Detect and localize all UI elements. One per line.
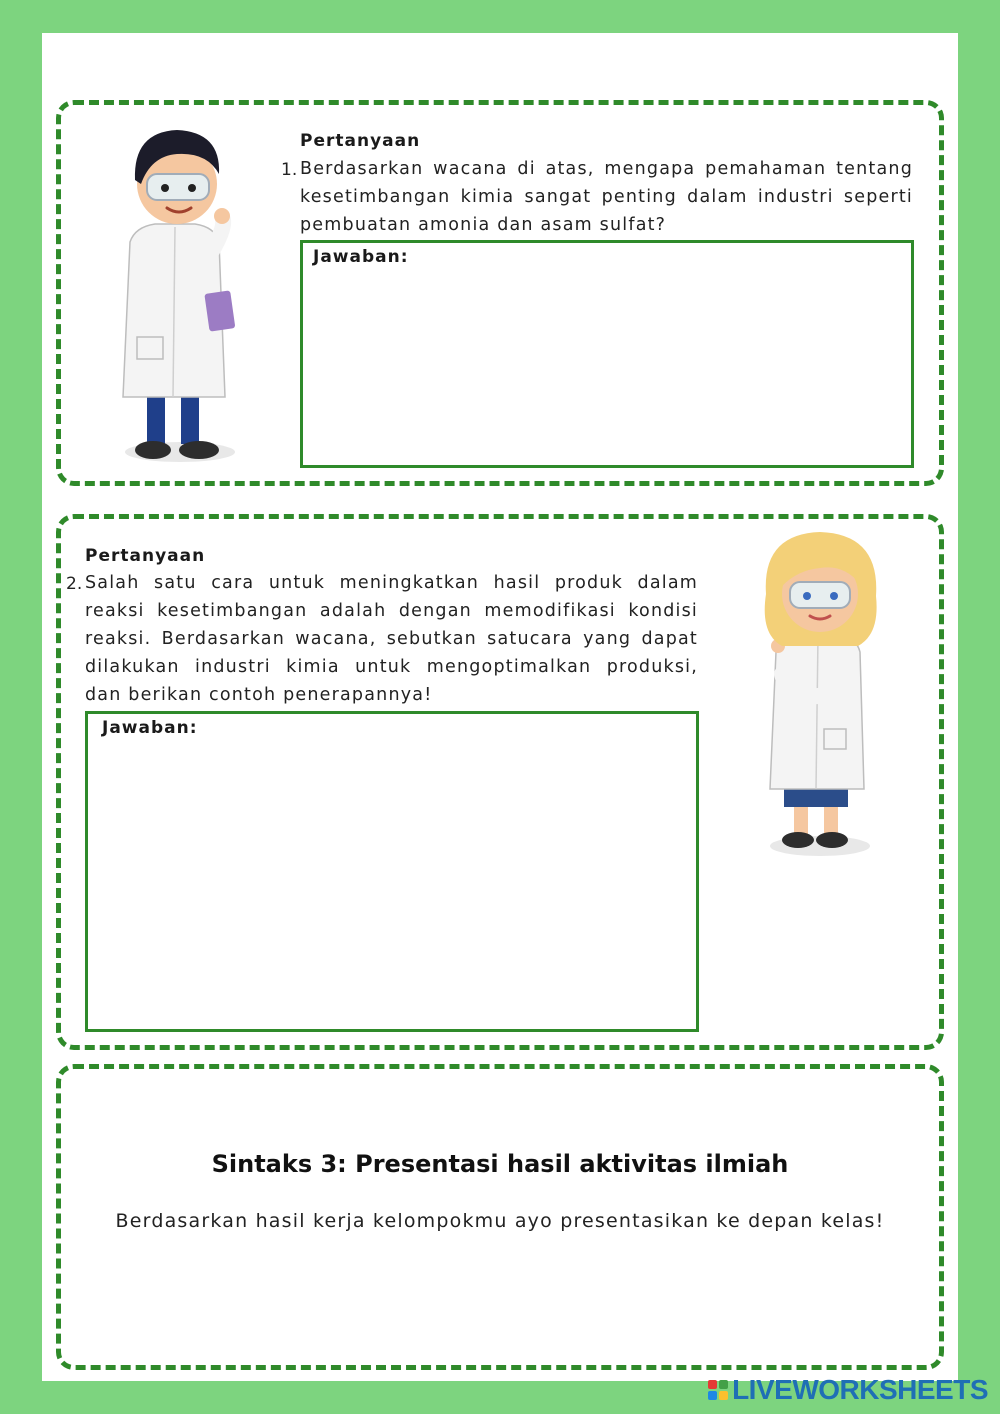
sintaks-3-title: Sintaks 3: Presentasi hasil aktivitas ilmiah <box>211 1150 789 1178</box>
question-1-number: 1. <box>281 160 298 180</box>
question-2-heading: Pertanyaan <box>85 546 206 566</box>
liveworksheets-logo-icon <box>708 1380 728 1400</box>
question-2-answer-input[interactable] <box>96 744 688 1021</box>
question-1-answer-label: Jawaban: <box>313 247 409 267</box>
sintaks-3-text: Berdasarkan hasil kerja kelompokmu ayo presentasikan ke depan kelas! <box>115 1210 885 1232</box>
liveworksheets-logo[interactable] <box>708 1374 988 1406</box>
boy-scientist-illustration <box>95 112 265 472</box>
question-1-heading: Pertanyaan <box>300 131 421 151</box>
question-2-answer-label: Jawaban: <box>102 718 198 738</box>
girl-scientist-illustration <box>748 524 898 864</box>
question-2-text: Salah satu cara untuk meningkatkan hasil produk dalam reaksi kesetimbangan adalah dengan memodifikasi kondisi reaksi. Berdasarkan wacana, sebutkan satucara yang dapat dilakukan industri kimia untuk mengoptimalkan produksi, dan berikan contoh penerapannya! <box>85 573 698 705</box>
question-1-text: Berdasarkan wacana di atas, mengapa pemahaman tentang kesetimbangan kimia sangat penting dalam industri seperti pembuatan amonia dan asam sulfat? <box>300 159 913 235</box>
liveworksheets-logo-text: LIVEWORKSHEETS <box>732 1374 988 1405</box>
question-1-answer-input[interactable] <box>311 273 903 457</box>
question-2-number: 2. <box>66 574 83 594</box>
question-1-answer-box <box>300 240 914 468</box>
question-2-answer-box <box>85 711 699 1032</box>
